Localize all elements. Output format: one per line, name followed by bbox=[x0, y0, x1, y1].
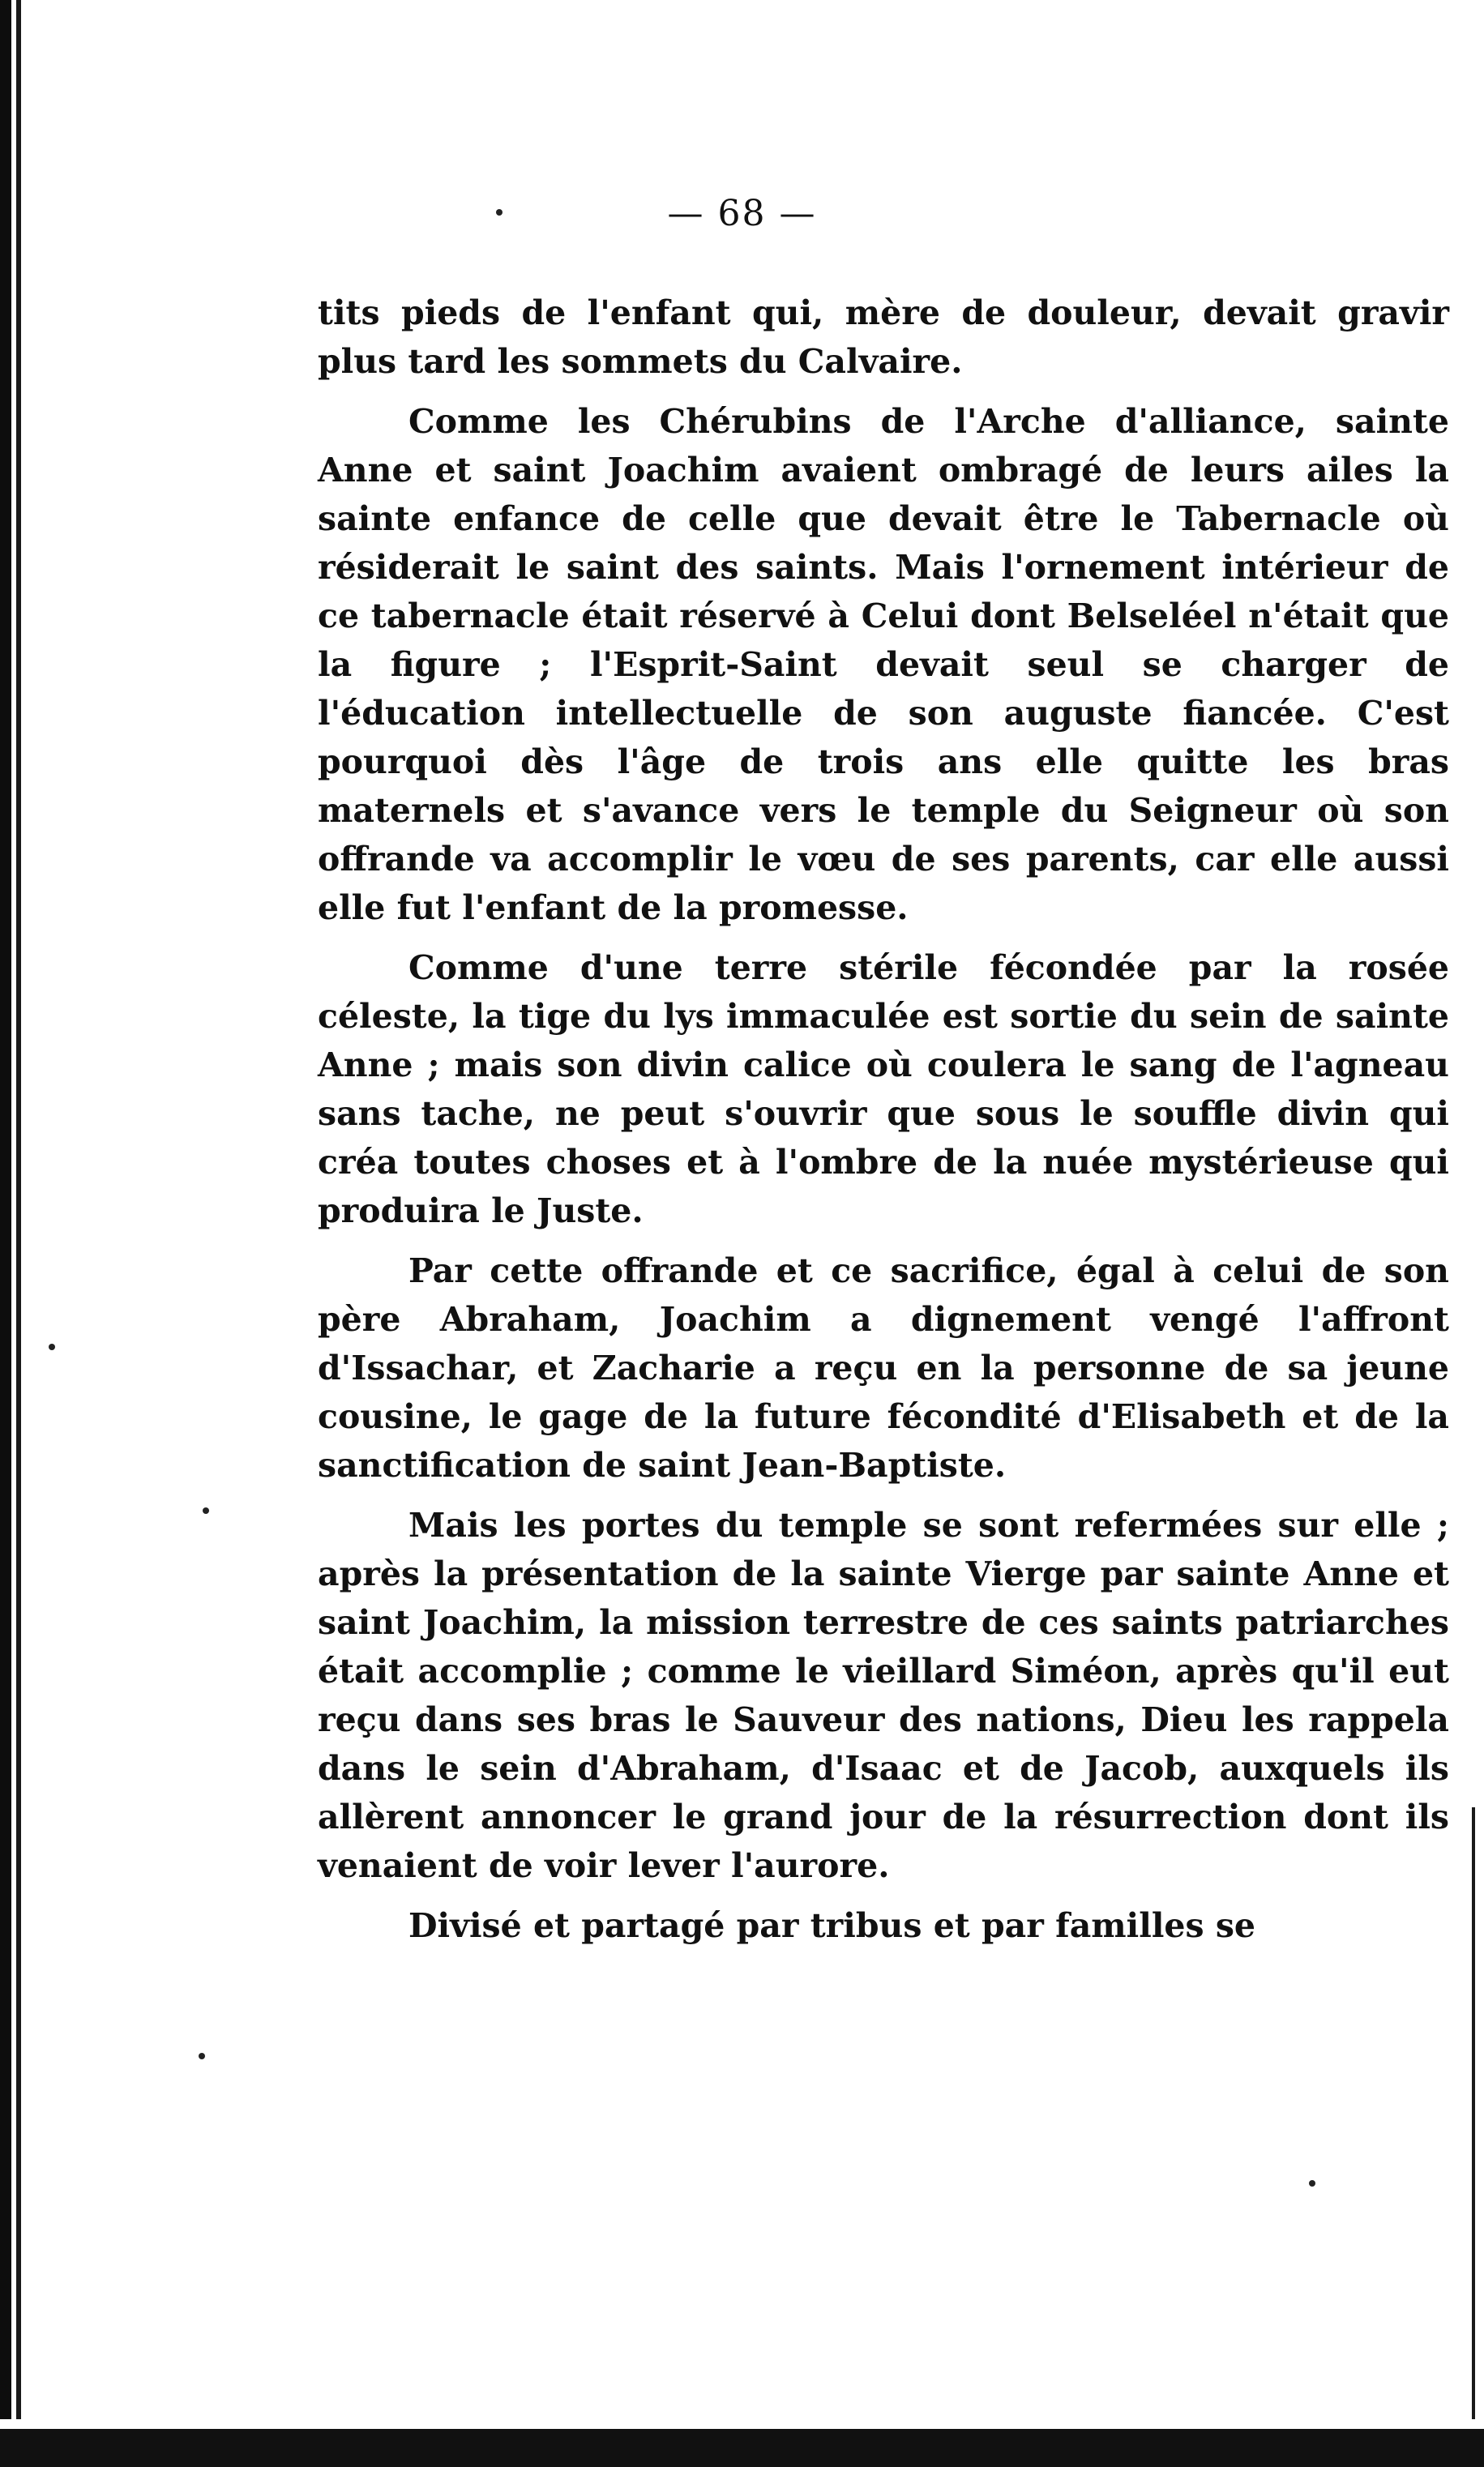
paragraph-6: Divisé et partagé par tribus et par familles se bbox=[408, 1906, 1256, 1945]
paragraph-3: Comme d'une terre stérile fécondée par la rosée céleste, la tige du lys immaculée est sortie du sein de sainte Anne ; mais son divin calice où coulera le sang de l'agneau sans tache, ne peut s'ouvrir que sous le souffle divin qui créa toutes choses et à l'ombre de la nuée mystérieuse qui produira le Juste. bbox=[318, 948, 1449, 1230]
ink-speck bbox=[199, 2053, 205, 2059]
paragraph-1: tits pieds de l'enfant qui, mère de douleur, devait gravir plus tard les sommets du Calvaire. bbox=[318, 293, 1449, 381]
right-scan-edge bbox=[1472, 1807, 1475, 2423]
paragraph-5: Mais les portes du temple se sont refermées sur elle ; après la présentation de la sainte Vierge par sainte Anne et saint Joachim, la mission terrestre de ces saints patriarches était accomplie ; comme le vieillard Siméon, après qu'il eut reçu dans ses bras le Sauveur des nations, Dieu les rappela dans le sein d'Abraham, d'Isaac et de Jacob, auxquels ils allèrent annoncer le grand jour de la résurrection dont ils venaient de voir lever l'aurore. bbox=[318, 1506, 1449, 1885]
ink-speck bbox=[49, 1344, 55, 1350]
bottom-scan-edge bbox=[0, 2419, 1484, 2467]
ink-speck bbox=[203, 1507, 209, 1514]
page-number: — 68 — bbox=[667, 193, 817, 234]
body-text bbox=[318, 289, 1449, 1961]
ink-speck bbox=[1309, 2180, 1315, 2187]
paragraph-4: Par cette offrande et ce sacrifice, égal à celui de son père Abraham, Joachim a dignement vengé l'affront d'Issachar, et Zacharie a reçu en la personne de sa jeune cousine, le gage de la future fécondité d'Elisabeth et de la sanctification de saint Jean-Baptiste. bbox=[318, 1251, 1449, 1485]
left-binding-edge bbox=[0, 0, 21, 2467]
paragraph-2: Comme les Chérubins de l'Arche d'alliance, sainte Anne et saint Joachim avaient ombragé de leurs ailes la sainte enfance de celle que devait être le Tabernacle où résiderait le saint des saints. Mais l'ornement intérieur de ce tabernacle était réservé à Celui dont Belseléel n'était que la figure ; l'Esprit-Saint devait seul se charger de l'éducation intellectuelle de son auguste fiancée. C'est pourquoi dès l'âge de trois ans elle quitte les bras maternels et s'avance vers le temple du Seigneur où son offrande va accomplir le vœu de ses parents, car elle aussi elle fut l'enfant de la promesse. bbox=[318, 402, 1449, 927]
